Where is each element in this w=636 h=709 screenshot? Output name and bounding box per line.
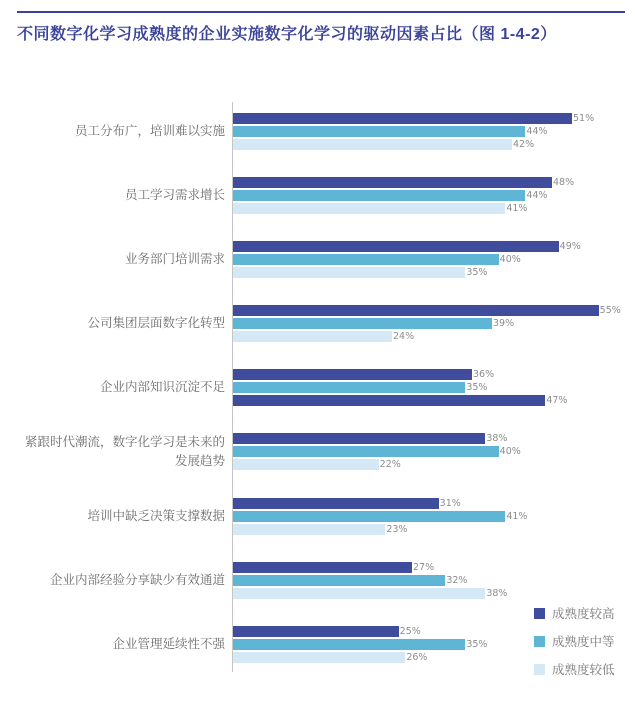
bar-segment bbox=[232, 177, 552, 188]
value-label: 41% bbox=[506, 510, 528, 522]
bar-line bbox=[232, 524, 527, 535]
bar-line bbox=[232, 254, 581, 265]
value-label: 24% bbox=[393, 331, 415, 342]
legend-item-high bbox=[534, 604, 615, 622]
value-label: 44% bbox=[526, 190, 548, 201]
bar-line bbox=[232, 267, 581, 278]
chart-row bbox=[20, 241, 632, 278]
category-label: 企业内部经验分享缺少有效通道 bbox=[49, 572, 225, 587]
bar-group bbox=[232, 305, 621, 342]
value-label: 47% bbox=[546, 395, 568, 406]
bar-segment bbox=[232, 126, 525, 137]
chart-rows bbox=[20, 102, 632, 663]
bar-line bbox=[232, 305, 621, 316]
value-label: 38% bbox=[486, 587, 508, 599]
bar-segment bbox=[232, 267, 465, 278]
bar-segment bbox=[232, 498, 439, 509]
bar-segment bbox=[232, 433, 485, 444]
bar-line bbox=[232, 588, 507, 599]
bar-line bbox=[232, 562, 507, 573]
bar-line bbox=[232, 331, 621, 342]
bar-segment bbox=[232, 241, 559, 252]
bar-segment bbox=[232, 459, 379, 470]
chart-row bbox=[20, 305, 632, 342]
category-label: 培训中缺乏决策支撑数据 bbox=[87, 508, 225, 523]
bar-segment bbox=[232, 203, 505, 214]
legend-label-high: 成熟度较高 bbox=[552, 607, 615, 621]
bar-line bbox=[232, 318, 621, 329]
value-label: 23% bbox=[386, 523, 408, 535]
value-label: 49% bbox=[559, 241, 581, 252]
value-label: 36% bbox=[473, 369, 495, 380]
bar-segment bbox=[232, 113, 572, 124]
value-label: 40% bbox=[499, 446, 521, 458]
chart-row bbox=[20, 433, 632, 471]
chart-row bbox=[20, 113, 632, 150]
value-label: 41% bbox=[506, 203, 528, 214]
bar-line bbox=[232, 203, 574, 214]
title-divider bbox=[17, 11, 625, 13]
bar-line bbox=[232, 382, 567, 393]
bar-segment bbox=[232, 318, 492, 329]
category-label: 员工学习需求增长 bbox=[124, 188, 225, 203]
value-label: 35% bbox=[466, 382, 488, 393]
chart-title: 不同数字化学习成熟度的企业实施数字化学习的驱动因素占比（图 1-4-2） bbox=[17, 26, 557, 43]
category-label: 企业内部知识沉淀不足 bbox=[99, 380, 225, 395]
value-label: 51% bbox=[573, 113, 595, 124]
legend-label-low: 成熟度较低 bbox=[552, 663, 615, 677]
category-label: 企业管理延续性不强 bbox=[112, 636, 225, 651]
bar-segment bbox=[232, 626, 399, 637]
bar-segment bbox=[232, 588, 485, 599]
value-label: 48% bbox=[553, 177, 575, 188]
bar-segment bbox=[232, 524, 385, 535]
bar-segment bbox=[232, 562, 412, 573]
category-label: 员工分布广，培训难以实施 bbox=[74, 124, 225, 139]
bar-segment bbox=[232, 382, 465, 393]
value-label: 44% bbox=[526, 126, 548, 137]
bar-line bbox=[232, 369, 567, 380]
bar-line bbox=[232, 139, 594, 150]
bar-line bbox=[232, 395, 567, 406]
bar-line bbox=[232, 446, 521, 457]
chart-row bbox=[20, 498, 632, 535]
bar-chart bbox=[20, 102, 632, 690]
value-label: 40% bbox=[499, 254, 521, 265]
legend-swatch-mid bbox=[534, 636, 545, 647]
chart-row bbox=[20, 369, 632, 406]
bar-segment bbox=[232, 652, 405, 663]
legend-item-mid bbox=[534, 632, 615, 650]
bar-segment bbox=[232, 446, 499, 457]
value-label: 38% bbox=[486, 433, 508, 445]
category-label: 公司集团层面数字化转型 bbox=[87, 316, 225, 331]
legend-label-mid: 成熟度中等 bbox=[552, 635, 615, 649]
bar-group bbox=[232, 369, 567, 406]
bar-segment bbox=[232, 369, 472, 380]
bar-segment bbox=[232, 395, 545, 406]
category-label: 紧跟时代潮流，数字化学习是未来的发展趋势 bbox=[24, 435, 225, 468]
bar-segment bbox=[232, 190, 525, 201]
bar-line bbox=[232, 113, 594, 124]
bar-group bbox=[232, 498, 527, 535]
bar-line bbox=[232, 498, 527, 509]
bar-group bbox=[232, 177, 574, 214]
bar-line bbox=[232, 575, 507, 586]
value-label: 55% bbox=[599, 305, 621, 316]
bar-segment bbox=[232, 254, 499, 265]
value-label: 35% bbox=[466, 638, 488, 650]
legend-swatch-low bbox=[534, 664, 545, 675]
bar-group bbox=[232, 241, 581, 278]
bar-line bbox=[232, 177, 574, 188]
axis-line bbox=[232, 102, 233, 672]
bar-group bbox=[232, 562, 507, 599]
value-label: 27% bbox=[413, 561, 435, 573]
legend-item-low bbox=[534, 660, 615, 678]
chart-row bbox=[20, 562, 632, 599]
value-label: 39% bbox=[493, 318, 515, 329]
bar-line bbox=[232, 626, 487, 637]
legend-swatch-high bbox=[534, 608, 545, 619]
bar-segment bbox=[232, 575, 445, 586]
bar-line bbox=[232, 511, 527, 522]
bar-segment bbox=[232, 639, 465, 650]
bar-group bbox=[232, 113, 594, 150]
bar-segment bbox=[232, 139, 512, 150]
bar-line bbox=[232, 433, 521, 444]
category-label: 业务部门培训需求 bbox=[124, 252, 225, 267]
bar-line bbox=[232, 639, 487, 650]
legend bbox=[534, 604, 615, 688]
bar-group bbox=[232, 626, 487, 663]
chart-row bbox=[20, 177, 632, 214]
value-label: 22% bbox=[379, 459, 401, 471]
value-label: 32% bbox=[446, 574, 468, 586]
bar-line bbox=[232, 652, 487, 663]
bar-line bbox=[232, 459, 521, 470]
value-label: 26% bbox=[406, 651, 428, 663]
value-label: 35% bbox=[466, 267, 488, 278]
bar-line bbox=[232, 126, 594, 137]
bar-segment bbox=[232, 305, 599, 316]
value-label: 25% bbox=[399, 625, 421, 637]
bar-segment bbox=[232, 511, 505, 522]
bar-line bbox=[232, 190, 574, 201]
value-label: 31% bbox=[439, 497, 461, 509]
value-label: 42% bbox=[513, 139, 535, 150]
bar-segment bbox=[232, 331, 392, 342]
bar-line bbox=[232, 241, 581, 252]
bar-group bbox=[232, 433, 521, 471]
